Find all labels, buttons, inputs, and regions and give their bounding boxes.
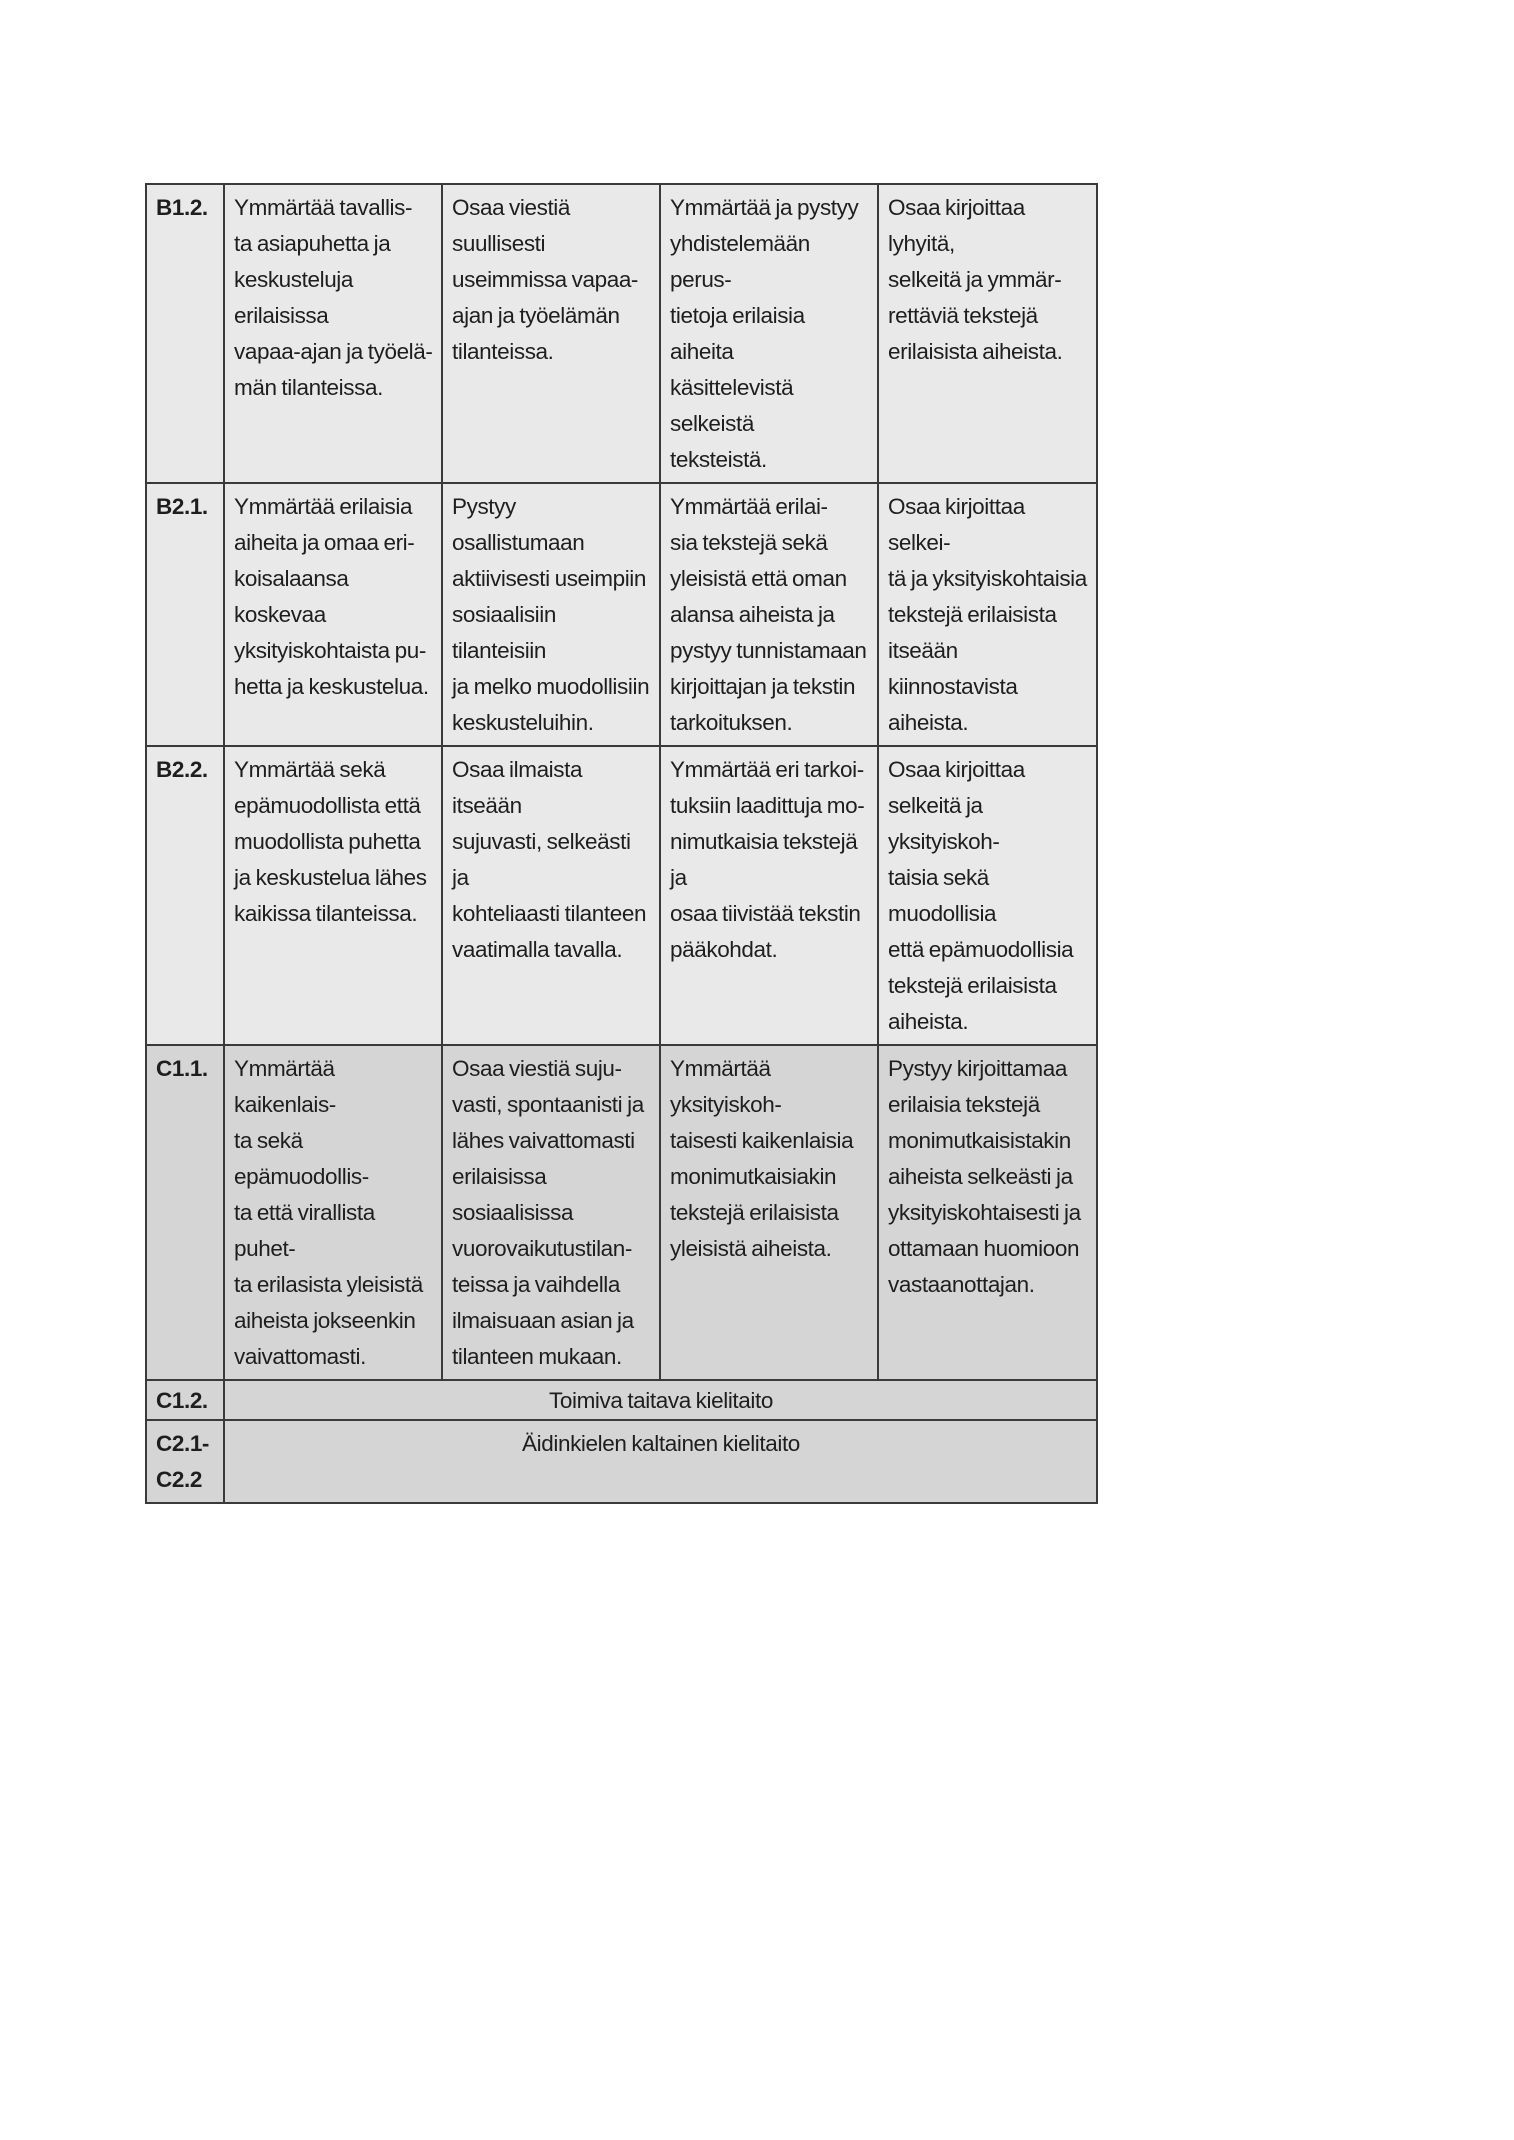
reading-cell: Ymmärtää yksityiskoh- taisesti kaikenlaisia monimutkaisiakin tekstejä erilaisista yleisistä aiheista. — [660, 1045, 878, 1380]
table-row-c1-2 — [146, 1380, 1097, 1420]
reading-cell: Ymmärtää ja pystyy yhdistelemään perus- tietoja erilaisia aiheita käsittelevistä selkeistä teksteistä. — [660, 184, 878, 483]
listening-cell: Ymmärtää tavallis- ta asiapuhetta ja keskusteluja erilaisissa vapaa-ajan ja työelä- män tilanteissa. — [224, 184, 442, 483]
listening-cell: Ymmärtää sekä epämuodollista että muodollista puhetta ja keskustelua lähes kaikissa tilanteissa. — [224, 746, 442, 1045]
level-label: B2.2. — [146, 746, 224, 1045]
table-row-c1-1 — [146, 1045, 1097, 1380]
level-label: B2.1. — [146, 483, 224, 746]
writing-cell: Osaa kirjoittaa selkeitä ja yksityiskoh- taisia sekä muodollisia että epämuodollisia tekstejä erilaisista aiheista. — [878, 746, 1097, 1045]
table-row-b2-2 — [146, 746, 1097, 1045]
speaking-cell: Pystyy osallistumaan aktiivisesti useimpiin sosiaalisiin tilanteisiin ja melko muodollisiin keskusteluihin. — [442, 483, 660, 746]
reading-cell: Ymmärtää erilai- sia tekstejä sekä yleisistä että oman alansa aiheista ja pystyy tunnistamaan kirjoittajan ja tekstin tarkoituksen. — [660, 483, 878, 746]
writing-cell: Osaa kirjoittaa lyhyitä, selkeitä ja ymmär- rettäviä tekstejä erilaisista aiheista. — [878, 184, 1097, 483]
listening-cell: Ymmärtää kaikenlais- ta sekä epämuodollis- ta että virallista puhet- ta erilasista yleisistä aiheista jokseenkin vaivattomasti. — [224, 1045, 442, 1380]
merged-description-cell: Toimiva taitava kielitaito — [224, 1380, 1097, 1420]
table-row-b2-1 — [146, 483, 1097, 746]
language-level-table — [145, 183, 1098, 1504]
speaking-cell: Osaa ilmaista itseään sujuvasti, selkeästi ja kohteliaasti tilanteen vaatimalla tavalla. — [442, 746, 660, 1045]
level-label: B1.2. — [146, 184, 224, 483]
writing-cell: Osaa kirjoittaa selkei- tä ja yksityiskohtaisia tekstejä erilaisista itseään kiinnostavista aiheista. — [878, 483, 1097, 746]
level-label: C2.1- C2.2 — [146, 1420, 224, 1503]
speaking-cell: Osaa viestiä suju- vasti, spontaanisti ja lähes vaivattomasti erilaisissa sosiaalisissa vuorovaikutustilan- teissa ja vaihdella ilmaisuaan asian ja tilanteen mukaan. — [442, 1045, 660, 1380]
table-row-b1-2 — [146, 184, 1097, 483]
reading-cell: Ymmärtää eri tarkoi- tuksiin laadittuja mo- nimutkaisia tekstejä ja osaa tiivistää tekstin pääkohdat. — [660, 746, 878, 1045]
table-row-c2 — [146, 1420, 1097, 1503]
level-label: C1.1. — [146, 1045, 224, 1380]
merged-description-cell: Äidinkielen kaltainen kielitaito — [224, 1420, 1097, 1503]
writing-cell: Pystyy kirjoittamaa erilaisia tekstejä monimutkaisistakin aiheista selkeästi ja yksityiskohtaisesti ja ottamaan huomioon vastaanottajan. — [878, 1045, 1097, 1380]
listening-cell: Ymmärtää erilaisia aiheita ja omaa eri- koisalaansa koskevaa yksityiskohtaista pu- hetta ja keskustelua. — [224, 483, 442, 746]
level-label: C1.2. — [146, 1380, 224, 1420]
speaking-cell: Osaa viestiä suullisesti useimmissa vapaa- ajan ja työelämän tilanteissa. — [442, 184, 660, 483]
